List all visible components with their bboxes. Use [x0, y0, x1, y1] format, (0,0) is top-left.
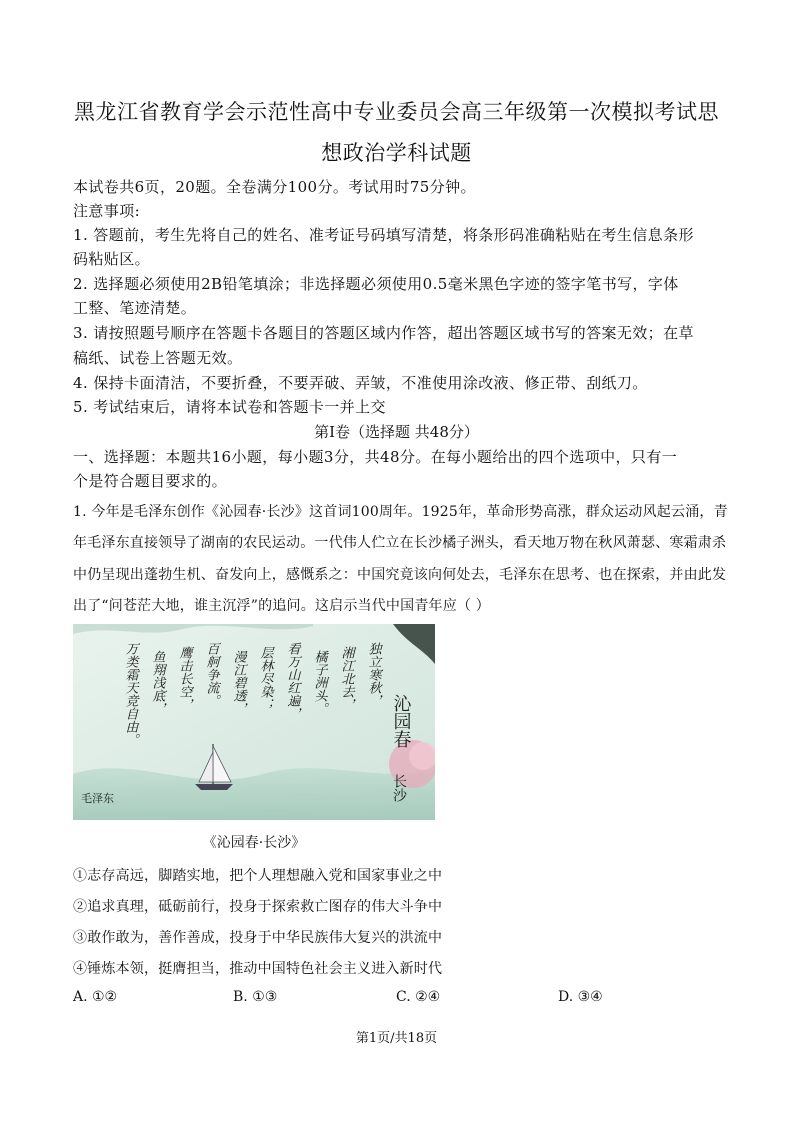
- notes-heading: 注意事项:: [73, 202, 141, 220]
- poem-column-8: 鹰击长空，: [176, 646, 192, 711]
- question-stem-line1: 1. 今年是毛泽东创作《沁园春·长沙》这首词100周年。1925年，革命形势高涨，群众运动风起云涌，青: [73, 504, 728, 520]
- question-item-3: ③敢作敢为，善作善成，投身于中华民族伟大复兴的洪流中: [73, 930, 443, 946]
- poem-column-9: 鱼翔浅底，: [149, 650, 165, 715]
- option-b[interactable]: B. ①③: [233, 989, 278, 1005]
- note-3a: 3. 请按照题号顺序在答题卡各题目的答题区域内作答，超出答题区域书写的答案无效；在草: [73, 324, 694, 342]
- figure-caption: 《沁园春·长沙》: [202, 835, 306, 851]
- option-c[interactable]: C. ②④: [396, 989, 441, 1005]
- note-2b: 工整、笔迹清楚。: [73, 299, 197, 317]
- poem-column-3: 橘子洲头。: [311, 650, 327, 715]
- note-3b: 稿纸、试卷上答题无效。: [73, 349, 243, 367]
- question-stem-line3: 中仍呈现出蓬勃生机、奋发向上，感慨系之：中国究竟该向何处去，毛泽东在思考、也在探索，并由此发: [73, 567, 727, 583]
- poem-column-2: 湘江北去，: [338, 646, 354, 711]
- poem-subtitle-calligraphy: 长沙: [391, 774, 407, 802]
- question-stem-line2: 年毛泽东直接领导了湖南的农民运动。一代伟人伫立在长沙橘子洲头，看天地万物在秋风萧瑟、寒霜肃杀: [73, 535, 727, 551]
- poem-column-4: 看万山红遍，: [284, 642, 300, 720]
- note-1a: 1. 答题前，考生先将自己的姓名、准考证号码填写清楚，将条形码准确粘贴在考生信息条形: [73, 226, 694, 244]
- note-5: 5. 考试结束后，请将本试卷和答题卡一并上交: [73, 398, 386, 416]
- option-a[interactable]: A. ①②: [73, 989, 118, 1005]
- exam-title-line2: 想政治学科试题: [321, 141, 472, 165]
- poem-title-calligraphy: 沁园春: [390, 694, 412, 748]
- question-item-2: ②追求真理，砥砺前行，投身于探索救亡图存的伟大斗争中: [73, 899, 443, 915]
- poem-calligraphy-image: [73, 624, 435, 820]
- note-1b: 码粘贴区。: [73, 250, 151, 268]
- poem-column-7: 百舸争流。: [203, 642, 219, 707]
- question-item-1: ①志存高远，脚踏实地，把个人理想融入党和国家事业之中: [73, 868, 443, 884]
- poem-column-10: 万类霜天竞自由。: [122, 642, 138, 746]
- signature-calligraphy: 毛泽东: [81, 792, 114, 805]
- exam-title-line1: 黑龙江省教育学会示范性高中专业委员会高三年级第一次模拟考试思: [74, 100, 719, 124]
- question-stem-line4: 出了“问苍茫大地，谁主沉浮”的追问。这启示当代中国青年应（ ）: [73, 598, 490, 614]
- poem-column-1: 独立寒秋，: [365, 642, 381, 707]
- page-footer: 第1页/共18页: [355, 1031, 438, 1046]
- question-item-4: ④锤炼本领，挺膺担当，推动中国特色社会主义进入新时代: [73, 961, 443, 977]
- exam-intro: 本试卷共6页，20题。全卷满分100分。考试用时75分钟。: [73, 178, 476, 196]
- note-4: 4. 保持卡面清洁，不要折叠，不要弄破、弄皱，不准使用涂改液、修正带、刮纸刀。: [73, 374, 648, 392]
- part1-instructions-line2: 个是符合题目要求的。: [73, 472, 228, 490]
- poem-column-5: 层林尽染；: [257, 646, 273, 711]
- part1-instructions-line1: 一、选择题：本题共16小题，每小题3分，共48分。在每小题给出的四个选项中，只有一: [73, 448, 678, 466]
- section-title: 第Ⅰ卷（选择题 共48分）: [314, 423, 479, 441]
- note-2a: 2. 选择题必须使用2B铅笔填涂；非选择题必须使用0.5毫米黑色字迹的签字笔书写，字体: [73, 275, 679, 293]
- poem-column-6: 漫江碧透，: [230, 650, 246, 715]
- option-d[interactable]: D. ③④: [558, 989, 603, 1005]
